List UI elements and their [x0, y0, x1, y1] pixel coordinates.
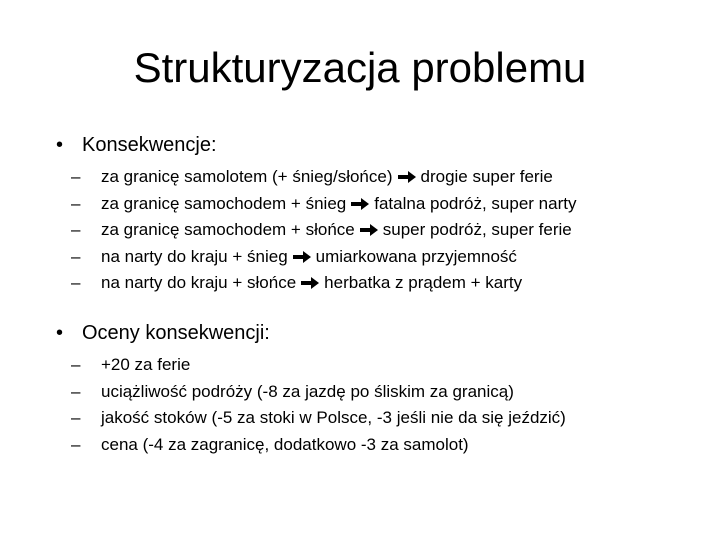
item-condition: na narty do kraju + śnieg	[101, 246, 288, 266]
dash-marker: –	[71, 381, 81, 401]
item-condition: za granicę samochodem + słońce	[101, 220, 355, 240]
list-item	[56, 270, 706, 297]
list-item	[56, 244, 706, 271]
arrow-right-icon	[359, 223, 379, 237]
section-heading: Oceny konsekwencji:	[82, 322, 270, 344]
item-condition: za granicę samolotem (+ śnieg/słońce)	[101, 167, 393, 187]
item-text: +20 za ferie	[101, 355, 191, 375]
bullet-heading-evaluations	[56, 318, 706, 348]
arrow-right-icon	[397, 170, 417, 184]
dash-marker: –	[71, 408, 81, 428]
list-item	[56, 191, 706, 218]
item-outcome: super podróż, super ferie	[382, 220, 572, 240]
arrow-right-icon	[300, 276, 320, 290]
slide-title: Strukturyzacja problemu	[133, 44, 587, 91]
list-item	[56, 432, 706, 459]
list-item	[56, 217, 706, 244]
dash-marker: –	[71, 246, 81, 266]
item-outcome: fatalna podróż, super narty	[374, 193, 577, 213]
evaluations-list	[56, 352, 706, 458]
list-item	[56, 164, 706, 191]
item-condition: na narty do kraju + słońce	[101, 273, 297, 293]
arrow-right-icon	[292, 250, 312, 264]
bullet-dot: •	[56, 322, 64, 344]
dash-marker: –	[71, 355, 81, 375]
dash-marker: –	[71, 167, 81, 187]
item-outcome: umiarkowana przyjemność	[315, 246, 517, 266]
item-text: jakość stoków (-5 za stoki w Polsce, -3 jeśli nie da się jeździć)	[101, 408, 566, 428]
bullet-heading-consequences	[56, 130, 706, 160]
item-outcome: herbatka z prądem + karty	[324, 273, 523, 293]
list-item	[56, 405, 706, 432]
item-condition: za granicę samochodem + śnieg	[101, 193, 347, 213]
consequences-list	[56, 164, 706, 297]
section-heading: Konsekwencje:	[82, 134, 217, 156]
item-text: cena (-4 za zagranicę, dodatkowo -3 za samolot)	[101, 434, 469, 454]
dash-marker: –	[71, 434, 81, 454]
item-text: uciążliwość podróży (-8 za jazdę po śliskim za granicą)	[101, 381, 514, 401]
dash-marker: –	[71, 220, 81, 240]
list-item	[56, 379, 706, 406]
arrow-right-icon	[350, 197, 370, 211]
section-consequences	[56, 130, 706, 297]
dash-marker: –	[71, 273, 81, 293]
section-evaluations	[56, 318, 706, 458]
bullet-dot: •	[56, 134, 64, 156]
item-outcome: drogie super ferie	[420, 167, 553, 187]
list-item	[56, 352, 706, 379]
dash-marker: –	[71, 193, 81, 213]
